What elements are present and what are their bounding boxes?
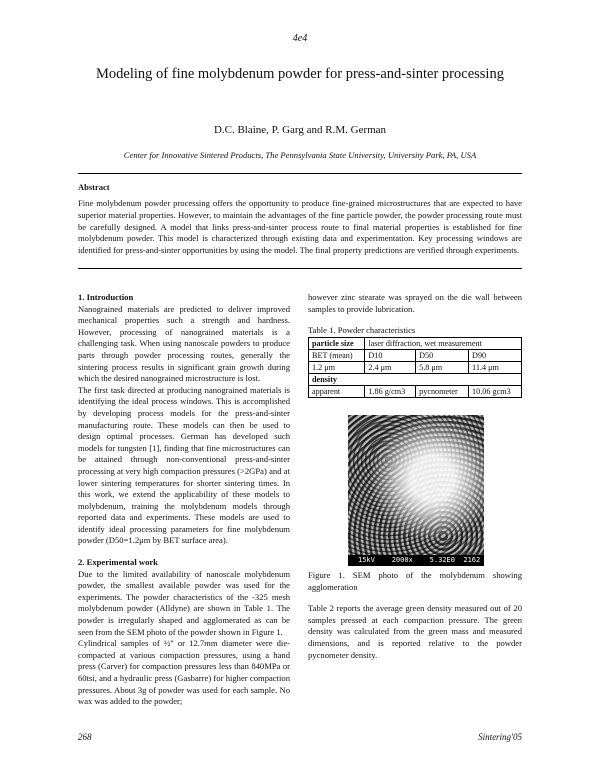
- intro-paragraph-2: The first task directed at producing nanograined materials is identifying the ideal process windows. This is accomplished by developing process models for the press-and-sinter manufacturing route. These models can then be used to design optimal processes. German has developed such models for tungsten [1], finding that fine microstructures can be attained through non-conventional press-and-sinter processing at very high compaction pressures (>2GPa) and at lower sintering temperatures for shorter sintering times. In this work, we extend the applicability of these models to molybdenum, training the molybdenum models through reported data and experiments. These models are used to identify ideal processing parameters for fine molybdenum powder (D50=1.2μm by BET surface area).: [78, 384, 290, 546]
- table-cell: 10.06 gcm3: [469, 385, 522, 397]
- table-row: [309, 361, 522, 373]
- abstract-top-rule: [78, 173, 522, 174]
- experimental-paragraph-2: Cylindrical samples of ½" or 12.7mm diameter were die-compacted at various compaction pressures, using a hand press (Carver) for compaction pressures less than 840MPa or 60tsi, and a hydraulic press (Gasbarre) for higher compaction pressures. About 3g of powder was used for each sample. No wax was added to the powder;: [78, 638, 290, 707]
- table-cell: BET (mean): [309, 349, 365, 361]
- table-cell: 11.4 μm: [469, 361, 522, 373]
- abstract-text: Fine molybdenum powder processing offers the opportunity to produce fine-grained microstructures that are expected to have superior material properties. However, to maintain the advantages of the fine particle powder, the powder processing route must be carefully designed. A model that links press-and-sinter process route to final material properties is established for fine molybdenum powder. This model is characterized through existing data and experimentation. Key processing windows are identified for press-and-sinter opportunities by using the model. The final property predictions are verified through experiments.: [78, 198, 522, 256]
- table-cell: particle size: [309, 337, 365, 349]
- affiliation: Center for Innovative Sintered Products, The Pennsylvania State University, University Park, PA, USA: [123, 150, 477, 160]
- sem-scale-bar: 15kV 2000x 5.32E0 2162: [348, 555, 484, 566]
- table-row: [309, 349, 522, 361]
- right-top-paragraph: however zinc stearate was sprayed on the die wall between samples to provide lubrication.: [308, 292, 522, 314]
- abstract-bottom-rule: [78, 268, 522, 269]
- powder-table: [308, 337, 522, 398]
- table-cell: apparent: [309, 385, 365, 397]
- header-code: 4e4: [292, 33, 308, 44]
- conference-name: Sintering'05: [478, 732, 522, 742]
- left-column: [78, 292, 290, 708]
- table-cell: 1.2 μm: [309, 361, 365, 373]
- table-cell: 2.4 μm: [365, 361, 416, 373]
- table-cell: 5.8 μm: [416, 361, 469, 373]
- table-cell: pycnometer: [416, 385, 469, 397]
- table-cell: D10: [365, 349, 416, 361]
- paper-title: Modeling of fine molybdenum powder for press-and-sinter processing: [96, 66, 504, 82]
- right-bottom-paragraph: Table 2 reports the average green density measured out of 20 samples pressed at each compaction pressure. The green density was calculated from the green mass and measured dimensions, and is reported relative to the powder pycnometer density.: [308, 603, 522, 660]
- table-cell: D50: [416, 349, 469, 361]
- intro-paragraph-1: Nanograined materials are predicted to deliver improved mechanical properties such a strength and hardness. However, processing of nanograined materials is a challenging task. When using nanoscale powders to produce parts through powder processing routes, generally the sintering process results in significant grain growth during which the desired nanograined microstructure is lost.: [78, 303, 290, 384]
- table1-caption: Table 1. Powder characteristics: [308, 325, 416, 336]
- table-cell: 1.86 g/cm3: [365, 385, 416, 397]
- figure1-caption: Figure 1. SEM photo of the molybdenum showing agglomeration: [308, 570, 522, 592]
- table-cell: density: [309, 373, 522, 385]
- authors: D.C. Blaine, P. Garg and R.M. German: [213, 124, 387, 136]
- sem-photo: [348, 415, 484, 566]
- right-column-top: [308, 292, 522, 398]
- right-column-bottom: [308, 570, 522, 661]
- table-row: [309, 337, 522, 349]
- table-cell: D90: [469, 349, 522, 361]
- experimental-heading: 2. Experimental work: [78, 557, 158, 568]
- page-number: 268: [78, 732, 92, 742]
- experimental-paragraph-1: Due to the limited availability of nanoscale molybdenum powder, the smallest available powder was used for the experiments. The powder characteristics of the -325 mesh molybdenum powder (Alldyne) are shown in Table 1. The powder is irregularly shaped and agglomerated as can be seen from the SEM photo of the powder shown in Figure 1.: [78, 568, 290, 637]
- table-row: [309, 385, 522, 397]
- table-row: [309, 373, 522, 385]
- abstract-heading: Abstract: [78, 182, 110, 192]
- table-cell: laser diffraction, wet measurement: [365, 337, 522, 349]
- intro-heading: 1. Introduction: [78, 292, 134, 302]
